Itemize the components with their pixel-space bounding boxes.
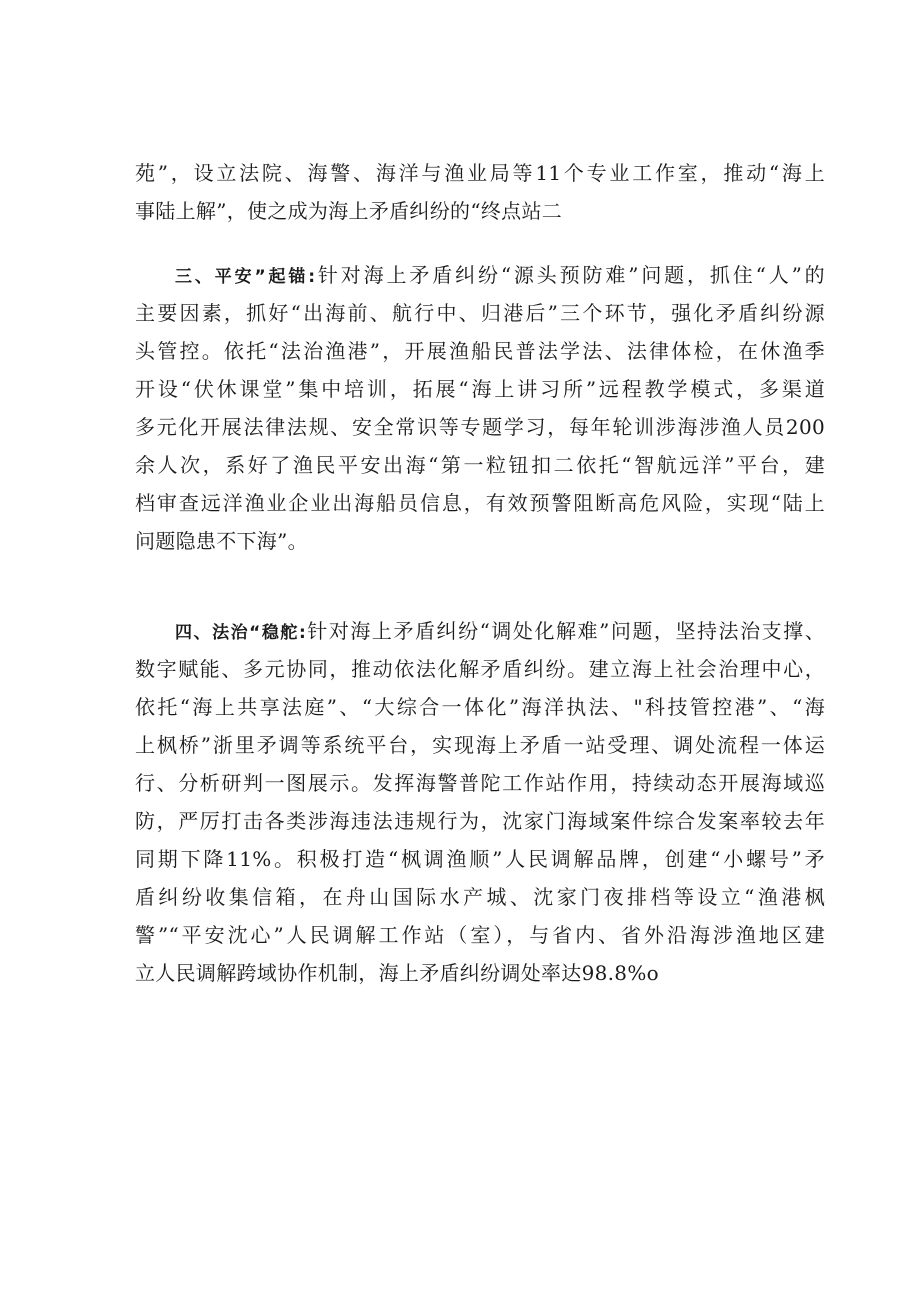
paragraph-line: 数字赋能、多元协同，推动依法化解矛盾纠纷。建立海上社会治理中心， (135, 657, 825, 681)
paragraph-line: 行、分析研判一图展示。发挥海警普陀工作站作用，持续动态开展海域巡 (135, 771, 825, 795)
paragraph-line-text: 针对海上矛盾纠纷“调处化解难”问题，坚持法治支撑、 (306, 619, 826, 643)
paragraph-line: 事陆上解”，使之成为海上矛盾纠纷的“终点站二 (135, 199, 563, 223)
paragraph-line: 开设“伏休课堂”集中培训，拓展“海上讲习所”远程教学模式，多渠道 (135, 377, 825, 401)
paragraph-line-text: 针对海上矛盾纠纷“源头预防难”问题，抓住“人”的 (315, 263, 825, 287)
paragraph-first-line (135, 612, 825, 650)
paragraph-line: 主要因素，抓好“出海前、航行中、归港后”三个环节，强化矛盾纠纷源 (135, 301, 825, 325)
paragraph-line: 盾纠纷收集信箱，在舟山国际水产城、沈家门夜排档等设立“渔港枫 (135, 885, 825, 909)
paragraph-line: 同期下降11%。积极打造“枫调渔顺”人民调解品牌，创建“小螺号”矛 (135, 847, 825, 871)
paragraph-line: 警”“平安沈心”人民调解工作站（室），与省内、省外沿海涉渔地区建 (135, 923, 825, 947)
section-4-paragraph (135, 612, 825, 992)
paragraph-line: 头管控。依托“法治渔港”，开展渔船民普法学法、法律体检，在休渔季 (135, 339, 825, 363)
paragraph-line: 档审查远洋渔业企业出海船员信息，有效预警阻断高危风险，实现“陆上 (135, 491, 825, 515)
section-3-paragraph (135, 256, 825, 560)
paragraph-first-line (135, 256, 825, 294)
section-4-heading: 四、法治“稳舵: (175, 623, 307, 643)
paragraph-line: 问题隐患不下海”。 (135, 529, 308, 553)
paragraph-line: 苑”，设立法院、海警、海洋与渔业局等11个专业工作室，推动“海上 (135, 161, 825, 185)
paragraph-line: 立人民调解跨域协作机制，海上矛盾纠纷调处率达98.8%o (135, 961, 659, 985)
section-3-heading: 三、平安”起锚: (175, 267, 316, 287)
paragraph-line: 余人次，系好了渔民平安出海“第一粒钮扣二依托“智航远洋”平台，建 (135, 453, 825, 477)
intro-paragraph (135, 154, 825, 230)
paragraph-line: 上枫桥”浙里矛调等系统平台，实现海上矛盾一站受理、调处流程一体运 (135, 733, 825, 757)
paragraph-line: 多元化开展法律法规、安全常识等专题学习，每年轮训涉海涉渔人员200 (135, 415, 825, 439)
paragraph-line: 依托“海上共享法庭”、“大综合一体化”海洋执法、"科技管控港”、“海 (135, 695, 825, 719)
paragraph-line: 防，严厉打击各类涉海违法违规行为，沈家门海域案件综合发案率较去年 (135, 809, 825, 833)
